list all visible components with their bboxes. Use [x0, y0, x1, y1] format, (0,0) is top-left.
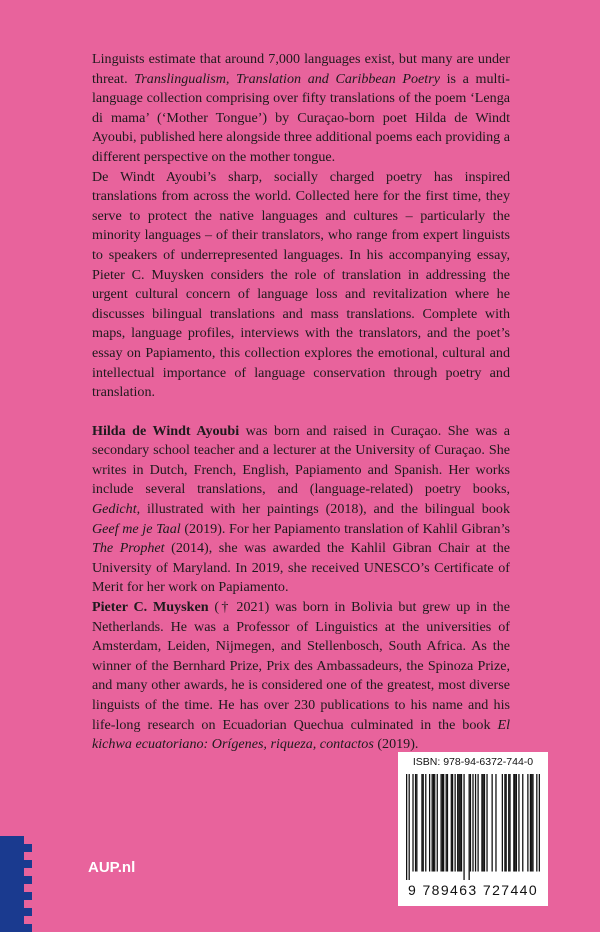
- barcode-bar: [513, 774, 514, 872]
- publisher-logo-icon: [0, 836, 64, 932]
- barcode-bar: [429, 774, 430, 872]
- barcode-bar: [470, 774, 471, 872]
- barcode-bar: [514, 774, 515, 872]
- barcode-bar: [502, 774, 503, 872]
- book-title: Translingualism, Translation and Caribbean Poetry: [134, 70, 440, 87]
- barcode-bar: [447, 774, 448, 872]
- barcode-bar: [416, 774, 417, 872]
- barcode-bar: [472, 774, 473, 872]
- barcode-bar: [539, 774, 540, 872]
- barcode-bar: [423, 774, 424, 872]
- barcode-bar: [531, 774, 532, 872]
- barcode-bar: [460, 774, 461, 872]
- barcode-bar: [532, 774, 533, 872]
- barcode-bar: [421, 774, 422, 872]
- barcode-bar: [454, 774, 455, 872]
- barcode-bar: [530, 774, 531, 872]
- barcode-bar: [509, 774, 510, 872]
- barcode-bar: [433, 774, 434, 872]
- barcode-bar: [412, 774, 413, 872]
- barcode-bar: [508, 774, 509, 872]
- barcode-bar: [483, 774, 484, 872]
- barcode-bar: [495, 774, 496, 872]
- isbn-label: ISBN: 978-94-6372-744-0: [412, 756, 534, 768]
- barcode-bar: [516, 774, 517, 872]
- barcode-bar: [442, 774, 443, 872]
- barcode-bar: [425, 774, 426, 872]
- barcode-bar: [409, 774, 410, 880]
- barcode-bar: [522, 774, 523, 872]
- barcode-bar: [469, 774, 470, 880]
- barcode-bar: [432, 774, 433, 872]
- barcode-bar: [504, 774, 505, 872]
- publisher-url: AUP.nl: [88, 859, 136, 876]
- barcode-bar: [406, 774, 407, 880]
- bio-hilda: Hilda de Windt Ayoubi was born and raised in Curaçao. She was a secondary school teacher and a lecturer at the University of Curaçao. She writes in Dutch, French, English, Papiamento and Spanish. Her works include several translations, and (language-related) poetry books, Gedicht, illustrated with her paintings (2018), and the bilingual book Geef me je Taal (2019). For her Papiamento translation of Kahlil Gibran’s The Prophet (2014), she was awarded the Kahlil Gibran Chair at the University of Maryland. In 2019, she received UNESCO’s Certificate of Merit for her work on Papiamento.: [92, 422, 511, 596]
- barcode-bar: [463, 774, 464, 880]
- barcode-bar: [527, 774, 528, 872]
- barcode-bar: [461, 774, 462, 872]
- author-name-hilda: Hilda de Windt Ayoubi: [92, 422, 240, 439]
- barcode-bar: [518, 774, 519, 872]
- barcode-bar: [437, 774, 438, 872]
- barcode-bar: [434, 774, 435, 872]
- barcode-bar: [506, 774, 507, 872]
- back-cover-blurb: [92, 50, 510, 755]
- intro-paragraph-1: Linguists estimate that around 7,000 languages exist, but many are under threat. Translingualism, Translation and Caribbean Poetry is a multi-language collection comprising over fifty translations of the poem ‘Lenga di mama’ (‘Mother Tongue’) by Curaçao-born poet Hilda de Windt Ayoubi, published here alongside three additional poems each providing a different perspective on the mother tongue.: [92, 51, 510, 165]
- barcode-bar: [440, 774, 441, 872]
- barcode-bar: [452, 774, 453, 872]
- author-name-pieter: Pieter C. Muysken: [92, 599, 209, 616]
- barcode-bar: [484, 774, 485, 872]
- bio-pieter: Pieter C. Muysken († 2021) was born in Bolivia but grew up in the Netherlands. He was a Professor of Linguistics at the universities of Amsterdam, Leiden, Nijmegen, and Stellenbosch, South Africa. As the winner of the Bernhard Prize, Prix des Ambassadeurs, the Spinoza Prize, and many other awards, he is considered one of the greatest, most diverse linguists of the time. He has over 230 publications to his name and his life-long research on Ecuadorian Quechua culminated in the book El kichwa ecuatoriano: Orígenes, riqueza, contactos (2019).: [92, 599, 510, 753]
- barcode-bar: [458, 774, 459, 872]
- barcode-digits: 9 789463 727440: [408, 882, 538, 898]
- barcode-bar: [477, 774, 478, 872]
- barcode-bar: [481, 774, 482, 872]
- barcode-bar: [451, 774, 452, 872]
- barcode-icon: [406, 774, 540, 880]
- barcode-bar: [415, 774, 416, 872]
- barcode-bar: [486, 774, 487, 872]
- intro-paragraph-2: De Windt Ayoubi’s sharp, socially charged poetry has inspired translations from across the world. Collected here for the first time, they serve to protect the native languages and cultures – particularly the minority languages – of their translators, who range from expert linguists to speakers of underrepresented languages. In his accompanying essay, Pieter C. Muysken considers the role of translation in addressing the urgent cultural concern of language loss and revitalization where he discusses bilingual translations and mass translations. Complete with maps, language profiles, interviews with the translators, and the poet’s essay on Papiamento, this collection explores the emotional, cultural and intellectual importance of language conservation through poetry and translation.: [92, 168, 510, 401]
- isbn-barcode: [398, 752, 548, 906]
- barcode-bar: [457, 774, 458, 872]
- logo-shape: [0, 836, 32, 932]
- barcode-bar: [536, 774, 537, 872]
- barcode-bar: [492, 774, 493, 872]
- barcode-bar: [475, 774, 476, 872]
- barcode-bar: [446, 774, 447, 872]
- barcode-bar: [443, 774, 444, 872]
